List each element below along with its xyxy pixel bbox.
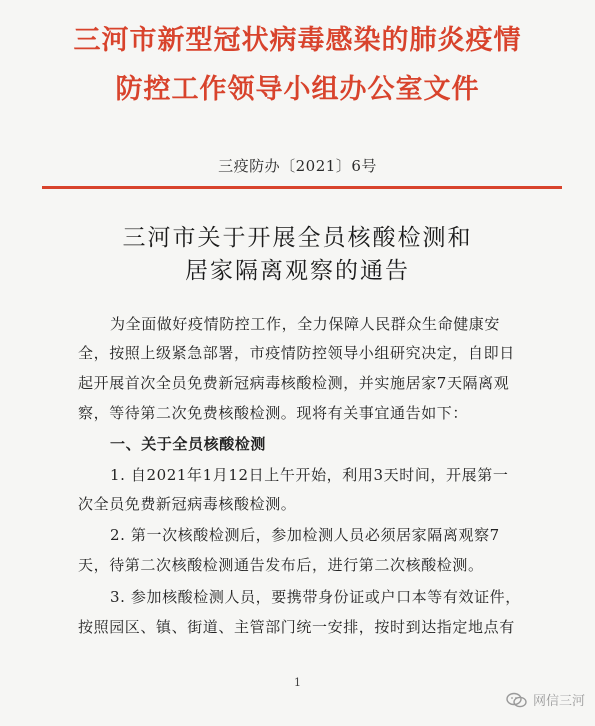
wechat-channel-icon: [506, 691, 528, 709]
section-heading: 一、关于全员核酸检测: [110, 435, 267, 453]
header-title-line-2: 防控工作领导小组办公室文件: [115, 74, 480, 105]
red-divider: [42, 186, 562, 189]
source-watermark: [506, 690, 585, 709]
notice-title-line-1: 三河市关于开展全员核酸检测和: [122, 225, 473, 251]
intro-line-2: 全，按照上级紧急部署，市疫情防控领导小组研究决定，自即日: [78, 344, 515, 362]
item-2-line-1: 2. 第一次核酸检测后，参加检测人员必须居家隔离观察7: [110, 526, 500, 544]
item-1-line-2: 次全员免费新冠病毒核酸检测。: [78, 495, 297, 513]
intro-line-4: 察，等待第二次免费核酸检测。现将有关事宜通告如下：: [78, 404, 469, 422]
intro-line-3: 起开展首次全员免费新冠病毒核酸检测，并实施居家7天隔离观: [78, 374, 510, 392]
notice-title-line-2: 居家隔离观察的通告: [185, 258, 410, 284]
intro-line-1: 为全面做好疫情防控工作，全力保障人民群众生命健康安: [110, 315, 501, 333]
item-2-line-2: 天，待第二次核酸检测通告发布后，进行第二次核酸检测。: [78, 556, 484, 574]
document-number: 三疫防办〔2021〕6号: [218, 157, 377, 175]
item-3-line-1: 3. 参加核酸检测人员，要携带身份证或户口本等有效证件，: [110, 588, 521, 606]
watermark-text: 网信三河: [532, 694, 585, 709]
item-3-line-2: 按照园区、镇、街道、主管部门统一安排，按时到达指定地点有: [78, 618, 515, 636]
header-title-line-1: 三河市新型冠状病毒感染的肺炎疫情: [73, 25, 522, 56]
page-number: 1: [294, 676, 301, 689]
item-1-line-1: 1. 自2021年1月12日上午开始，利用3天时间，开展第一: [110, 466, 509, 484]
